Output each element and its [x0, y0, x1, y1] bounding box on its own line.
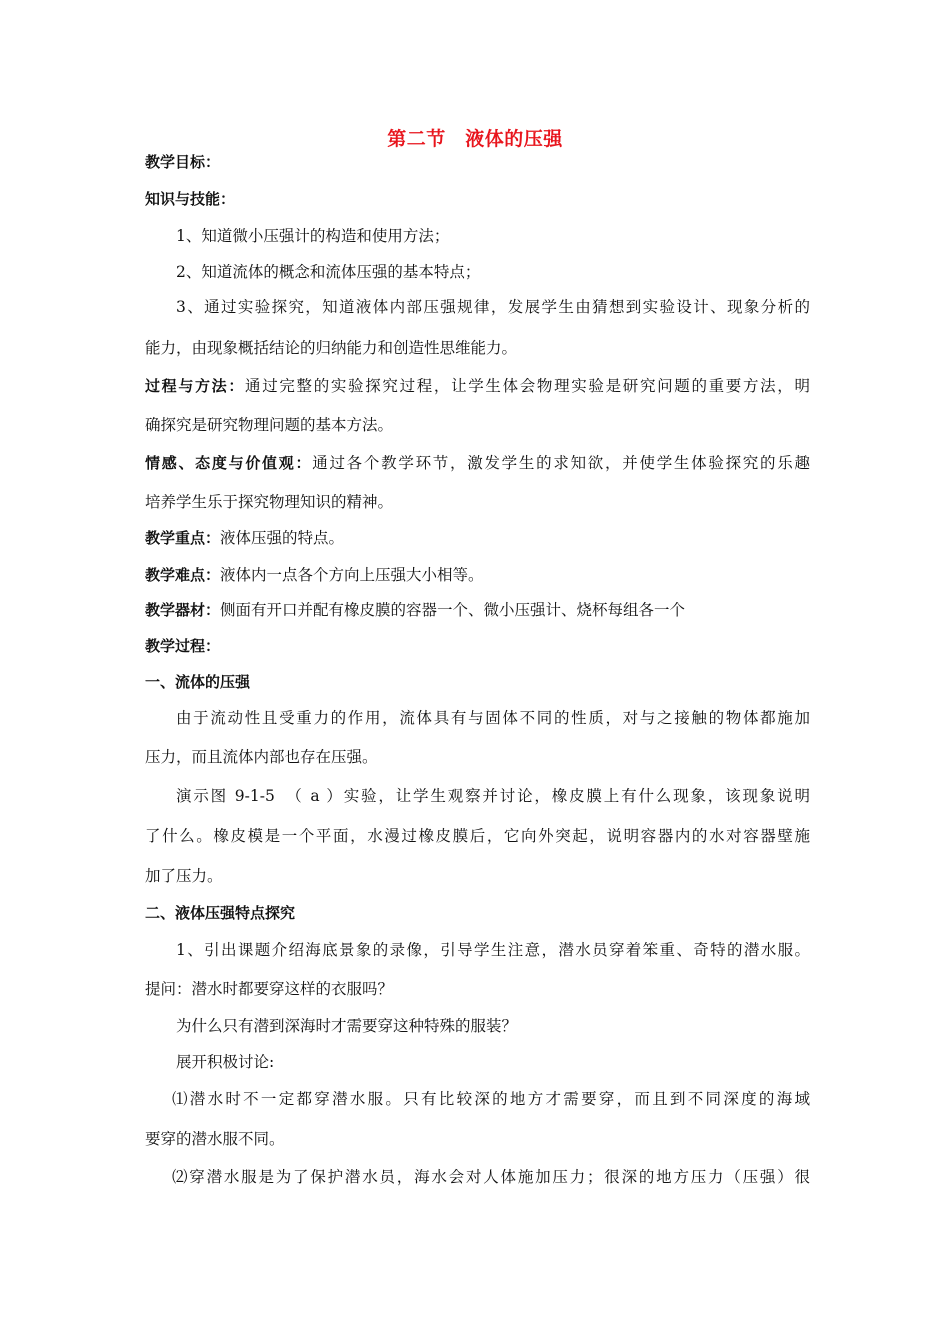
section2-p2: 为什么只有潜到深海时才需要穿这种特殊的服装？ — [176, 1017, 518, 1035]
key-point-text: 液体压强的特点。 — [220, 529, 345, 547]
difficulty-text: 液体内一点各个方向上压强大小相等。 — [220, 566, 484, 584]
process-method-text-2: 确探究是研究物理问题的基本方法。 — [145, 416, 394, 434]
knowledge-item-2: 2、知道流体的概念和流体压强的基本特点； — [176, 263, 481, 281]
section2-p4-line2: 要穿的潜水服不同。 — [145, 1130, 285, 1148]
key-point-label: 教学重点： — [145, 529, 221, 547]
emotion-text-2: 培养学生乐于探究物理知识的精神。 — [145, 493, 394, 511]
difficulty-line — [145, 565, 810, 585]
process-method-label: 过程与方法： — [145, 377, 246, 395]
emotion-label: 情感、态度与价值观： — [145, 454, 313, 472]
key-point-line — [145, 528, 810, 548]
teaching-goals-heading: 教学目标： — [145, 153, 221, 171]
knowledge-heading: 知识与技能： — [145, 190, 236, 208]
section2-p5-line1: ⑵穿潜水服是为了保护潜水员，海水会对人体施加压力；很深的地方压力（压强）很 — [172, 1168, 810, 1186]
equipment-text: 侧面有开口并配有橡皮膜的容器一个、微小压强计、烧杯每组各一个 — [220, 601, 686, 619]
section2-p1-line1: 1、引出课题介绍海底景象的录像，引导学生注意，潜水员穿着笨重、奇特的潜水服。 — [176, 941, 810, 959]
section1-heading: 一、流体的压强 — [145, 673, 251, 691]
section1-p2-line3: 加了压力。 — [145, 867, 223, 885]
section1-p2-line1: 演示图 9-1-5 （ a ）实验，让学生观察并讨论，橡皮膜上有什么现象，该现象说明 — [176, 787, 810, 805]
section2-p3: 展开积极讨论: — [176, 1053, 275, 1071]
teaching-process-heading: 教学过程： — [145, 637, 221, 655]
knowledge-item-3-cont: 能力，由现象概括结论的归纳能力和创造性思维能力。 — [145, 339, 518, 357]
process-method-text-1: 通过完整的实验探究过程，让学生体会物理实验是研究问题的重要方法，明 — [245, 377, 810, 395]
knowledge-item-1: 1、知道微小压强计的构造和使用方法； — [176, 227, 450, 245]
section1-p1-line1: 由于流动性且受重力的作用，流体具有与固体不同的性质，对与之接触的物体都施加 — [176, 709, 810, 727]
equipment-line — [145, 600, 810, 620]
page-title: 第二节 液体的压强 — [387, 128, 563, 150]
equipment-label: 教学器材： — [145, 601, 221, 619]
knowledge-item-3: 3、通过实验探究，知道液体内部压强规律，发展学生由猜想到实验设计、现象分析的 — [176, 298, 810, 316]
difficulty-label: 教学难点： — [145, 566, 221, 584]
section2-p4-line1: ⑴潜水时不一定都穿潜水服。只有比较深的地方才需要穿，而且到不同深度的海域 — [172, 1090, 810, 1108]
process-method-line-1 — [145, 376, 810, 396]
section2-p1-line2: 提问：潜水时都要穿这样的衣服吗？ — [145, 980, 394, 998]
emotion-text-1: 通过各个教学环节，激发学生的求知欲，并使学生体验探究的乐趣 — [312, 454, 810, 472]
emotion-line-1 — [145, 453, 810, 473]
section1-p1-line2: 压力，而且流体内部也存在压强。 — [145, 748, 378, 766]
section1-p2-line2: 了什么。橡皮模是一个平面，水漫过橡皮膜后，它向外突起，说明容器内的水对容器壁施 — [145, 827, 810, 845]
section2-heading: 二、液体压强特点探究 — [145, 904, 296, 922]
